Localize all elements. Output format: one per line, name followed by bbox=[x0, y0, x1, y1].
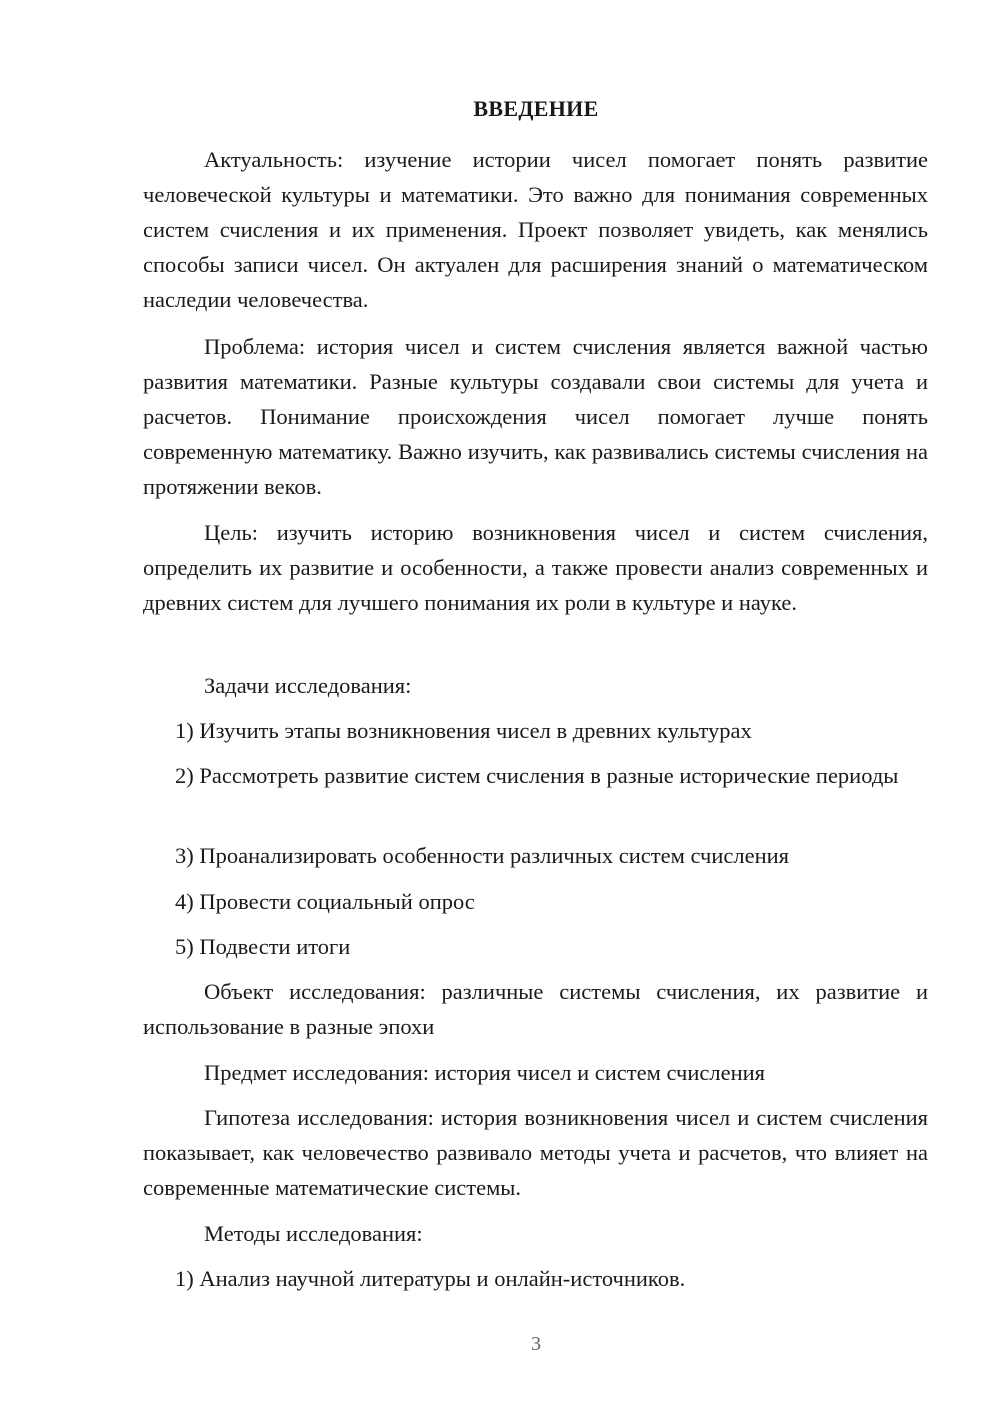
problem-paragraph: Проблема: история чисел и систем счисления является важной частью развития математики. Разные культуры создавали свои системы для учета и расчетов. Понимание происхождения чисел помогает лучше понять современную математику. Важно изучить, как развивались системы счисления на протяжении веков. bbox=[143, 334, 928, 499]
task-item-1: 1) Изучить этапы возникновения чисел в древних культурах bbox=[175, 718, 752, 743]
task-item-2: 2) Рассмотреть развитие систем счисления в разные исторические периоды bbox=[175, 763, 899, 788]
goal-paragraph: Цель: изучить историю возникновения чисел и систем счисления, определить их развитие и особенности, а также провести анализ современных и древних систем для лучшего понимания их роли в культуре и науке. bbox=[143, 520, 928, 615]
tasks-heading: Задачи исследования: bbox=[204, 673, 412, 698]
hypothesis-paragraph: Гипотеза исследования: история возникновения чисел и систем счисления показывает, как человечество развивало методы учета и расчетов, что влияет на современные математические системы. bbox=[143, 1105, 928, 1200]
subject-paragraph: Предмет исследования: история чисел и систем счисления bbox=[204, 1060, 765, 1085]
page-number: 3 bbox=[531, 1333, 541, 1355]
method-item-1: 1) Анализ научной литературы и онлайн-источников. bbox=[175, 1266, 686, 1291]
task-item-5: 5) Подвести итоги bbox=[175, 934, 351, 959]
task-item-4: 4) Провести социальный опрос bbox=[175, 889, 475, 914]
relevance-paragraph: Актуальность: изучение истории чисел помогает понять развитие человеческой культуры и математики. Это важно для понимания современных систем счисления и их применения. Проект позволяет увидеть, как менялись способы записи чисел. Он актуален для расширения знаний о математическом наследии человечества. bbox=[143, 147, 928, 312]
task-item-3: 3) Проанализировать особенности различных систем счисления bbox=[175, 843, 790, 868]
object-paragraph: Объект исследования: различные системы счисления, их развитие и использование в разные эпохи bbox=[143, 979, 928, 1039]
section-title: ВВЕДЕНИЕ bbox=[473, 96, 599, 121]
methods-heading: Методы исследования: bbox=[204, 1221, 423, 1246]
